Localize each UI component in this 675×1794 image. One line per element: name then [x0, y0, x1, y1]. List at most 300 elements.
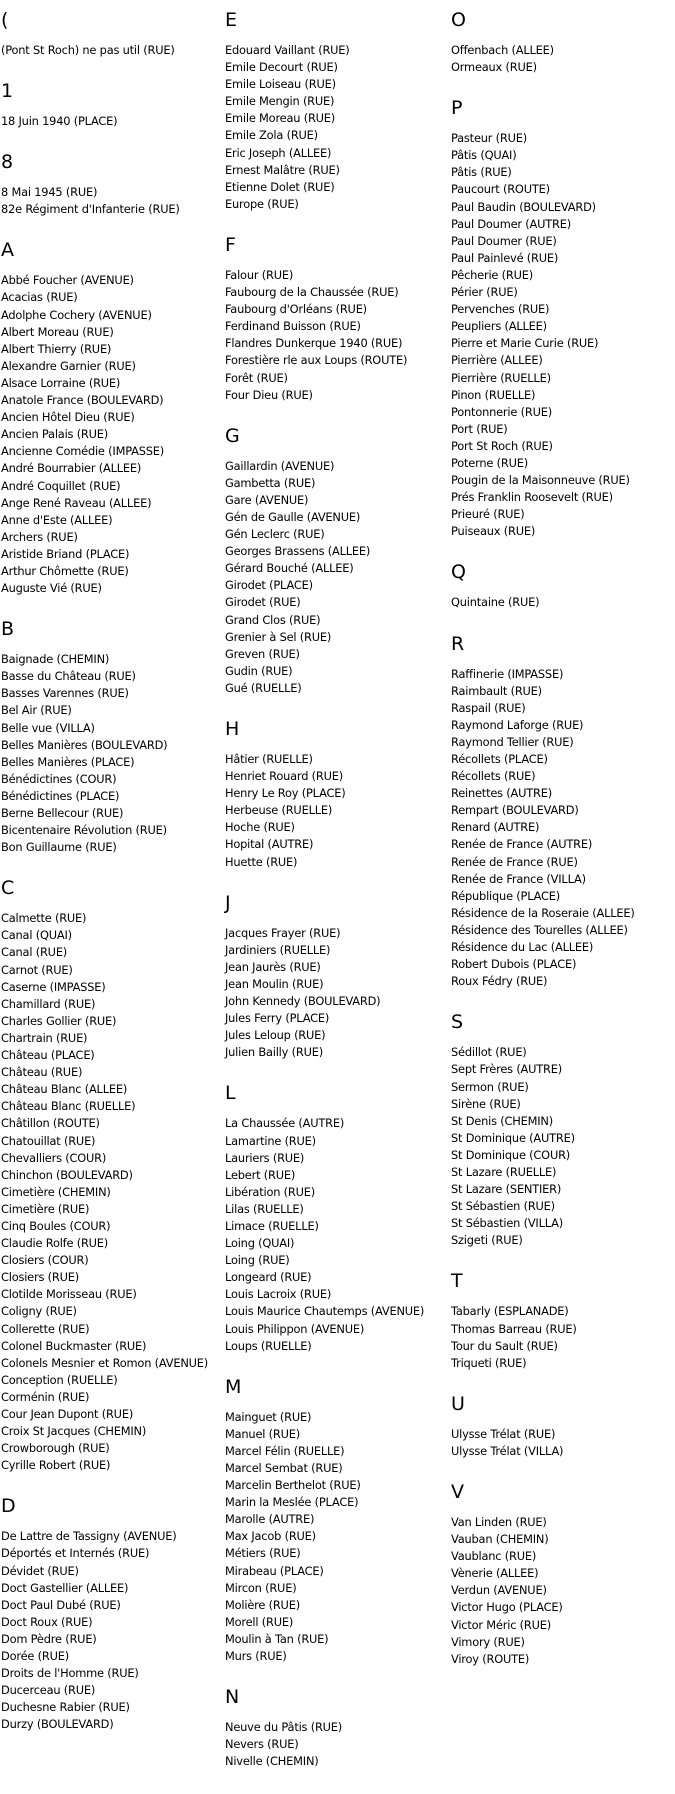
- street-entry: Chatouillat (RUE): [1, 1133, 96, 1148]
- section-letter-heading: A: [1, 239, 14, 262]
- street-entry: Pâtis (QUAI): [451, 148, 517, 163]
- street-entry: Tabarly (ESPLANADE): [451, 1304, 569, 1319]
- street-list: [451, 666, 673, 991]
- street-entry: Julien Bailly (RUE): [225, 1045, 323, 1060]
- street-entry: De Lattre de Tassigny (AVENUE): [1, 1529, 177, 1544]
- street-entry: Anatole France (BOULEVARD): [1, 393, 164, 408]
- street-entry: Gén Leclerc (RUE): [225, 527, 325, 542]
- street-entry: Canal (RUE): [1, 945, 68, 960]
- street-entry: Greven (RUE): [225, 646, 300, 661]
- letter-section: [1, 80, 219, 130]
- street-entry: Marcel Félin (RUELLE): [225, 1443, 345, 1458]
- section-letter-heading: U: [451, 1392, 465, 1415]
- street-index-column-1: [1, 0, 219, 1734]
- street-entry: Ange René Raveau (ALLEE): [1, 495, 152, 510]
- section-letter-heading: 1: [1, 80, 14, 103]
- street-entry: Grand Clos (RUE): [225, 612, 321, 627]
- street-entry: Gare (AVENUE): [225, 492, 309, 507]
- street-entry: Résidence des Tourelles (ALLEE): [451, 922, 628, 937]
- street-entry: Marcelin Berthelot (RUE): [225, 1478, 361, 1493]
- street-list: [1, 272, 219, 597]
- section-letter-heading: C: [1, 877, 15, 900]
- street-entry: Etienne Dolet (RUE): [225, 179, 335, 194]
- section-letter-heading: 8: [1, 151, 14, 174]
- street-entry: Henry Le Roy (PLACE): [225, 786, 346, 801]
- street-entry: Conception (RUELLE): [1, 1372, 118, 1387]
- street-entry: Carnot (RUE): [1, 962, 73, 977]
- street-entry: Marcel Sembat (RUE): [225, 1461, 343, 1475]
- street-entry: République (PLACE): [451, 888, 561, 903]
- street-entry: Pâtis (RUE): [451, 165, 512, 180]
- street-entry: Faubourg d'Orléans (RUE): [225, 302, 367, 317]
- street-entry: Gén de Gaulle (AVENUE): [225, 509, 361, 524]
- street-entry: Chartrain (RUE): [1, 1030, 88, 1045]
- section-letter-heading: R: [451, 632, 465, 655]
- street-entry: Belles Manières (PLACE): [1, 754, 135, 769]
- street-entry: Jacques Frayer (RUE): [225, 925, 341, 940]
- street-entry: Victor Hugo (PLACE): [451, 1600, 563, 1615]
- section-letter-heading: (: [1, 9, 9, 31]
- street-entry: St Lazare (RUELLE): [451, 1164, 557, 1179]
- street-entry: Cour Jean Dupont (RUE): [1, 1407, 134, 1421]
- street-entry: Sédillot (RUE): [451, 1045, 527, 1060]
- street-entry: Cyrille Robert (RUE): [1, 1458, 111, 1473]
- street-entry: Ulysse Trélat (RUE): [451, 1426, 556, 1441]
- street-entry: Robert Dubois (PLACE): [451, 957, 577, 972]
- street-entry: Gérard Bouché (ALLEE): [225, 561, 354, 576]
- street-entry: Archers (RUE): [1, 529, 78, 544]
- street-entry: Prieuré (RUE): [451, 507, 525, 522]
- street-entry: Doct Roux (RUE): [1, 1614, 93, 1629]
- section-letter-heading: E: [225, 9, 238, 31]
- street-entry: Hopital (AUTRE): [225, 837, 314, 852]
- street-entry: Ferdinand Buisson (RUE): [225, 319, 361, 334]
- street-entry: Croix St Jacques (CHEMIN): [1, 1424, 147, 1439]
- street-entry: Forêt (RUE): [225, 370, 288, 385]
- street-entry: Dévidet (RUE): [1, 1563, 79, 1578]
- street-entry: Renard (AUTRE): [451, 820, 540, 835]
- street-entry: Georges Brassens (ALLEE): [225, 544, 371, 559]
- street-entry: 18 Juin 1940 (PLACE): [1, 114, 118, 129]
- street-entry: Jules Leloup (RUE): [225, 1028, 326, 1043]
- section-letter-heading: S: [451, 1011, 464, 1034]
- letter-section: [225, 9, 447, 213]
- street-entry: Albert Thierry (RUE): [1, 341, 112, 356]
- street-entry: Moulin à Tan (RUE): [225, 1631, 329, 1646]
- street-entry: Arthur Chômette (RUE): [1, 563, 129, 578]
- street-entry: Récollets (RUE): [451, 769, 536, 784]
- letter-section: [451, 1481, 673, 1668]
- letter-section: [225, 425, 447, 697]
- section-letter-heading: G: [225, 424, 240, 447]
- street-entry: Ancienne Comédie (IMPASSE): [1, 444, 165, 459]
- street-entry: Mircon (RUE): [225, 1580, 297, 1595]
- street-entry: St Denis (CHEMIN): [451, 1113, 553, 1128]
- street-entry: Triqueti (RUE): [451, 1355, 527, 1370]
- street-entry: Marin la Meslée (PLACE): [225, 1495, 359, 1510]
- letter-section: [451, 1393, 673, 1460]
- street-entry: Ernest Malâtre (RUE): [225, 162, 340, 177]
- street-entry: Girodet (RUE): [225, 595, 301, 610]
- street-entry: Pasteur (RUE): [451, 131, 528, 146]
- street-entry: Gué (RUELLE): [225, 680, 302, 695]
- street-entry: Droits de l'Homme (RUE): [1, 1666, 139, 1681]
- street-list: [451, 1426, 673, 1460]
- street-entry: Ulysse Trélat (VILLA): [451, 1443, 564, 1458]
- street-entry: Lebert (RUE): [225, 1167, 296, 1182]
- street-entry: Closiers (RUE): [1, 1270, 79, 1285]
- street-entry: Pierrière (RUELLE): [451, 370, 551, 385]
- street-entry: 8 Mai 1945 (RUE): [1, 185, 98, 200]
- section-letter-heading: V: [451, 1481, 464, 1503]
- street-list: [225, 1115, 447, 1354]
- street-entry: Louis Philippon (AVENUE): [225, 1321, 365, 1336]
- street-entry: Mainguet (RUE): [225, 1409, 312, 1424]
- street-list: [225, 42, 447, 213]
- street-entry: Raspail (RUE): [451, 700, 526, 715]
- street-entry: Hâtier (RUELLE): [225, 752, 313, 766]
- street-entry: St Dominique (COUR): [451, 1147, 571, 1162]
- street-entry: Cimetière (CHEMIN): [1, 1184, 111, 1199]
- street-entry: Nevers (RUE): [225, 1737, 299, 1752]
- street-entry: Ducerceau (RUE): [1, 1683, 96, 1698]
- street-entry: Basse du Château (RUE): [1, 669, 136, 684]
- street-entry: Loing (RUE): [225, 1253, 290, 1268]
- letter-section: [225, 892, 447, 1062]
- street-entry: Flandres Dunkerque 1940 (RUE): [225, 336, 403, 351]
- street-entry: Charles Gollier (RUE): [1, 1013, 117, 1028]
- street-entry: Acacias (RUE): [1, 290, 78, 305]
- street-entry: Manuel (RUE): [225, 1426, 300, 1441]
- street-entry: Neuve du Pâtis (RUE): [225, 1720, 343, 1735]
- street-entry: Durzy (BOULEVARD): [1, 1717, 114, 1732]
- letter-section: [1, 151, 219, 218]
- street-entry: Lauriers (RUE): [225, 1150, 305, 1165]
- street-entry: Jean Jaurès (RUE): [225, 959, 321, 974]
- street-entry: Libération (RUE): [225, 1184, 315, 1199]
- street-entry: Récollets (PLACE): [451, 752, 548, 766]
- street-entry: Paul Doumer (RUE): [451, 233, 557, 248]
- street-entry: Raimbault (RUE): [451, 683, 542, 698]
- street-entry: Baignade (CHEMIN): [1, 652, 110, 667]
- street-entry: Ancien Hôtel Dieu (RUE): [1, 410, 135, 425]
- street-entry: Paul Painlevé (RUE): [451, 250, 559, 265]
- letter-section: [451, 97, 673, 540]
- street-entry: Doct Paul Dubé (RUE): [1, 1597, 121, 1612]
- street-entry: Pierrière (ALLEE): [451, 353, 543, 368]
- street-entry: Paul Doumer (AUTRE): [451, 216, 571, 231]
- letter-section: [451, 633, 673, 991]
- street-entry: André Coquillet (RUE): [1, 478, 121, 493]
- street-entry: Claudie Rolfe (RUE): [1, 1236, 109, 1251]
- letter-section: [1, 1495, 219, 1733]
- street-entry: Closiers (COUR): [1, 1253, 89, 1268]
- street-entry: St Sébastien (RUE): [451, 1199, 555, 1214]
- letter-section: [451, 1011, 673, 1249]
- street-entry: Doct Gastellier (ALLEE): [1, 1580, 129, 1595]
- section-letter-heading: Q: [451, 561, 466, 584]
- street-entry: Château (RUE): [1, 1065, 83, 1080]
- street-entry: St Lazare (SENTIER): [451, 1182, 562, 1197]
- street-entry: Offenbach (ALLEE): [451, 43, 554, 57]
- street-entry: 82e Régiment d'Infanterie (RUE): [1, 202, 180, 217]
- street-entry: Déportés et Internés (RUE): [1, 1546, 150, 1561]
- street-entry: Colonels Mesnier et Romon (AVENUE): [1, 1355, 209, 1370]
- street-entry: Murs (RUE): [225, 1649, 287, 1664]
- street-list: [451, 594, 673, 611]
- letter-section: [451, 561, 673, 611]
- street-entry: Périer (RUE): [451, 285, 518, 300]
- street-entry: Rempart (BOULEVARD): [451, 803, 579, 818]
- street-entry: Crowborough (RUE): [1, 1441, 110, 1456]
- letter-section: [225, 718, 447, 871]
- street-entry: Bénédictines (COUR): [1, 771, 117, 786]
- street-entry: Faubourg de la Chaussée (RUE): [225, 285, 399, 300]
- street-entry: Loups (RUELLE): [225, 1338, 312, 1353]
- street-entry: Viroy (ROUTE): [451, 1651, 530, 1666]
- street-entry: Four Dieu (RUE): [225, 387, 313, 402]
- street-entry: Belles Manières (BOULEVARD): [1, 737, 168, 752]
- street-entry: Herbeuse (RUELLE): [225, 803, 333, 818]
- street-entry: Peupliers (ALLEE): [451, 319, 547, 334]
- street-entry: St Dominique (AUTRE): [451, 1130, 575, 1145]
- street-entry: Châtillon (ROUTE): [1, 1116, 100, 1131]
- street-entry: John Kennedy (BOULEVARD): [225, 994, 381, 1009]
- street-entry: Château (PLACE): [1, 1048, 95, 1063]
- street-entry: Coligny (RUE): [1, 1304, 77, 1319]
- street-entry: Chinchon (BOULEVARD): [1, 1167, 133, 1182]
- street-list: [1, 651, 219, 856]
- street-entry: Pontonnerie (RUE): [451, 404, 552, 419]
- street-entry: Victor Méric (RUE): [451, 1617, 552, 1632]
- street-entry: Vimory (RUE): [451, 1634, 525, 1649]
- section-letter-heading: O: [451, 9, 466, 31]
- street-list: [451, 1303, 673, 1371]
- street-entry: Roux Fédry (RUE): [451, 974, 548, 989]
- street-entry: Jean Moulin (RUE): [225, 976, 324, 991]
- street-entry: Girodet (PLACE): [225, 578, 313, 593]
- street-entry: Quintaine (RUE): [451, 595, 540, 610]
- street-entry: Pêcherie (RUE): [451, 267, 533, 282]
- street-entry: Vaublanc (RUE): [451, 1549, 537, 1564]
- street-list: [225, 925, 447, 1062]
- letter-section: [225, 1686, 447, 1770]
- street-entry: Collerette (RUE): [1, 1321, 90, 1336]
- street-entry: Gaillardin (AVENUE): [225, 458, 335, 473]
- street-entry: Loing (QUAI): [225, 1236, 295, 1251]
- street-entry: Ormeaux (RUE): [451, 60, 537, 75]
- street-list: [1, 42, 219, 59]
- letter-section: [1, 877, 219, 1474]
- street-entry: Pougin de la Maisonneuve (RUE): [451, 473, 630, 488]
- street-entry: Henriet Rouard (RUE): [225, 769, 343, 784]
- street-entry: Raffinerie (IMPASSE): [451, 666, 564, 681]
- street-entry: Hoche (RUE): [225, 820, 295, 835]
- street-entry: Chevalliers (COUR): [1, 1150, 107, 1165]
- street-entry: Dorée (RUE): [1, 1649, 69, 1664]
- street-entry: Vènerie (ALLEE): [451, 1566, 539, 1581]
- street-entry: La Chaussée (AUTRE): [225, 1116, 345, 1131]
- street-entry: Caserne (IMPASSE): [1, 979, 106, 994]
- letter-section: [1, 618, 219, 856]
- street-list: [451, 130, 673, 540]
- section-letter-heading: J: [225, 891, 231, 914]
- section-letter-heading: D: [1, 1495, 16, 1518]
- street-entry: Verdun (AVENUE): [451, 1583, 547, 1598]
- street-entry: Port (RUE): [451, 421, 508, 436]
- street-entry: Gambetta (RUE): [225, 475, 316, 490]
- street-list: [225, 1719, 447, 1770]
- street-entry: Alsace Lorraine (RUE): [1, 375, 121, 390]
- street-entry: Emile Moreau (RUE): [225, 111, 336, 126]
- street-entry: Louis Lacroix (RUE): [225, 1287, 332, 1302]
- street-entry: Dom Pèdre (RUE): [1, 1631, 97, 1646]
- street-entry: Molière (RUE): [225, 1597, 300, 1612]
- street-entry: Alexandre Garnier (RUE): [1, 358, 136, 373]
- letter-section: [451, 1270, 673, 1371]
- street-entry: Château Blanc (ALLEE): [1, 1082, 128, 1097]
- street-entry: Emile Decourt (RUE): [225, 60, 338, 75]
- street-entry: Colonel Buckmaster (RUE): [1, 1338, 147, 1353]
- street-entry: Lamartine (RUE): [225, 1133, 316, 1148]
- street-entry: Europe (RUE): [225, 196, 299, 211]
- street-entry: Corménin (RUE): [1, 1389, 90, 1404]
- street-entry: Louis Maurice Chautemps (AVENUE): [225, 1304, 425, 1319]
- street-entry: Marolle (AUTRE): [225, 1512, 315, 1527]
- street-entry: Gudin (RUE): [225, 663, 293, 678]
- street-entry: Pervenches (RUE): [451, 302, 550, 317]
- street-entry: Reinettes (AUTRE): [451, 786, 552, 801]
- letter-section: [225, 234, 447, 404]
- letter-section: [225, 1376, 447, 1665]
- street-entry: Morell (RUE): [225, 1614, 294, 1629]
- section-letter-heading: M: [225, 1375, 242, 1398]
- street-list: [451, 1514, 673, 1668]
- street-entry: Sirène (RUE): [451, 1096, 521, 1111]
- street-entry: Van Linden (RUE): [451, 1515, 547, 1529]
- street-list: [225, 1409, 447, 1665]
- street-entry: Raymond Laforge (RUE): [451, 717, 584, 732]
- street-entry: Raymond Tellier (RUE): [451, 734, 574, 749]
- street-list: [225, 458, 447, 697]
- street-entry: Bénédictines (PLACE): [1, 788, 120, 803]
- street-entry: Paul Baudin (BOULEVARD): [451, 199, 596, 214]
- street-list: [451, 1044, 673, 1249]
- street-entry: Berne Bellecour (RUE): [1, 806, 124, 820]
- letter-section: [451, 9, 673, 76]
- street-entry: Emile Mengin (RUE): [225, 94, 335, 109]
- street-entry: Paucourt (ROUTE): [451, 182, 550, 197]
- section-letter-heading: T: [451, 1270, 463, 1293]
- street-entry: Cimetière (RUE): [1, 1201, 90, 1216]
- street-entry: Basses Varennes (RUE): [1, 686, 129, 701]
- section-letter-heading: B: [1, 618, 15, 641]
- street-entry: Sept Frères (AUTRE): [451, 1062, 563, 1077]
- street-entry: Calmette (RUE): [1, 911, 87, 926]
- street-entry: St Sébastien (VILLA): [451, 1216, 563, 1231]
- street-entry: Szigeti (RUE): [451, 1233, 523, 1248]
- section-letter-heading: H: [225, 718, 240, 740]
- street-entry: Pinon (RUELLE): [451, 387, 536, 402]
- street-entry: Chamillard (RUE): [1, 996, 96, 1011]
- street-entry: (Pont St Roch) ne pas util (RUE): [1, 43, 175, 57]
- street-entry: Prés Franklin Roosevelt (RUE): [451, 490, 613, 505]
- street-list: [1, 113, 219, 130]
- street-entry: Canal (QUAI): [1, 928, 72, 943]
- street-entry: Sermon (RUE): [451, 1079, 529, 1094]
- street-entry: Puiseaux (RUE): [451, 524, 536, 539]
- street-entry: Huette (RUE): [225, 854, 298, 869]
- street-list: [225, 751, 447, 871]
- street-index-column-2: [225, 0, 447, 1770]
- street-entry: André Bourrabier (ALLEE): [1, 461, 142, 476]
- street-entry: Pierre et Marie Curie (RUE): [451, 336, 599, 351]
- street-list: [1, 184, 219, 218]
- street-list: [1, 910, 219, 1474]
- street-entry: Renée de France (VILLA): [451, 871, 586, 886]
- street-entry: Métiers (RUE): [225, 1546, 301, 1561]
- street-entry: Aristide Briand (PLACE): [1, 546, 130, 561]
- street-entry: Thomas Barreau (RUE): [451, 1321, 577, 1336]
- letter-section: [1, 9, 219, 59]
- street-entry: Château Blanc (RUELLE): [1, 1099, 136, 1114]
- street-entry: Longeard (RUE): [225, 1270, 312, 1285]
- street-entry: Forestière rle aux Loups (ROUTE): [225, 353, 408, 368]
- section-letter-heading: L: [225, 1082, 236, 1105]
- street-entry: Mirabeau (PLACE): [225, 1563, 324, 1578]
- street-entry: Falour (RUE): [225, 267, 294, 282]
- street-entry: Lilas (RUELLE): [225, 1201, 304, 1216]
- street-entry: Clotilde Morisseau (RUE): [1, 1287, 137, 1302]
- street-entry: Adolphe Cochery (AVENUE): [1, 307, 152, 322]
- street-entry: Cinq Boules (COUR): [1, 1218, 111, 1233]
- letter-section: [225, 1082, 447, 1354]
- section-letter-heading: P: [451, 97, 463, 120]
- street-entry: Belle vue (VILLA): [1, 720, 95, 735]
- street-entry: Max Jacob (RUE): [225, 1529, 316, 1544]
- street-entry: Anne d'Este (ALLEE): [1, 512, 113, 527]
- letter-section: [1, 239, 219, 597]
- street-entry: Poterne (RUE): [451, 455, 528, 470]
- street-entry: Grenier à Sel (RUE): [225, 629, 332, 644]
- street-entry: Albert Moreau (RUE): [1, 324, 114, 339]
- street-entry: Edouard Vaillant (RUE): [225, 43, 350, 57]
- street-entry: Bicentenaire Révolution (RUE): [1, 823, 167, 838]
- street-entry: Port St Roch (RUE): [451, 438, 553, 453]
- street-index-column-3: [451, 0, 673, 1668]
- street-entry: Auguste Vié (RUE): [1, 581, 102, 596]
- street-list: [451, 42, 673, 76]
- street-entry: Bon Guillaume (RUE): [1, 840, 117, 855]
- street-entry: Jardiniers (RUELLE): [225, 942, 331, 957]
- section-letter-heading: F: [225, 233, 236, 256]
- street-entry: Duchesne Rabier (RUE): [1, 1700, 130, 1715]
- section-letter-heading: N: [225, 1686, 240, 1709]
- street-entry: Limace (RUELLE): [225, 1218, 319, 1233]
- street-list: [1, 1528, 219, 1733]
- street-entry: Jules Ferry (PLACE): [225, 1011, 330, 1026]
- street-entry: Emile Zola (RUE): [225, 128, 318, 143]
- street-entry: Renée de France (AUTRE): [451, 837, 593, 852]
- street-entry: Bel Air (RUE): [1, 703, 72, 718]
- street-entry: Résidence du Lac (ALLEE): [451, 940, 594, 955]
- street-entry: Ancien Palais (RUE): [1, 427, 109, 442]
- street-entry: Résidence de la Roseraie (ALLEE): [451, 905, 635, 920]
- street-entry: Emile Loiseau (RUE): [225, 77, 336, 92]
- street-entry: Tour du Sault (RUE): [451, 1338, 558, 1353]
- street-entry: Nivelle (CHEMIN): [225, 1754, 319, 1769]
- street-entry: Abbé Foucher (AVENUE): [1, 273, 134, 288]
